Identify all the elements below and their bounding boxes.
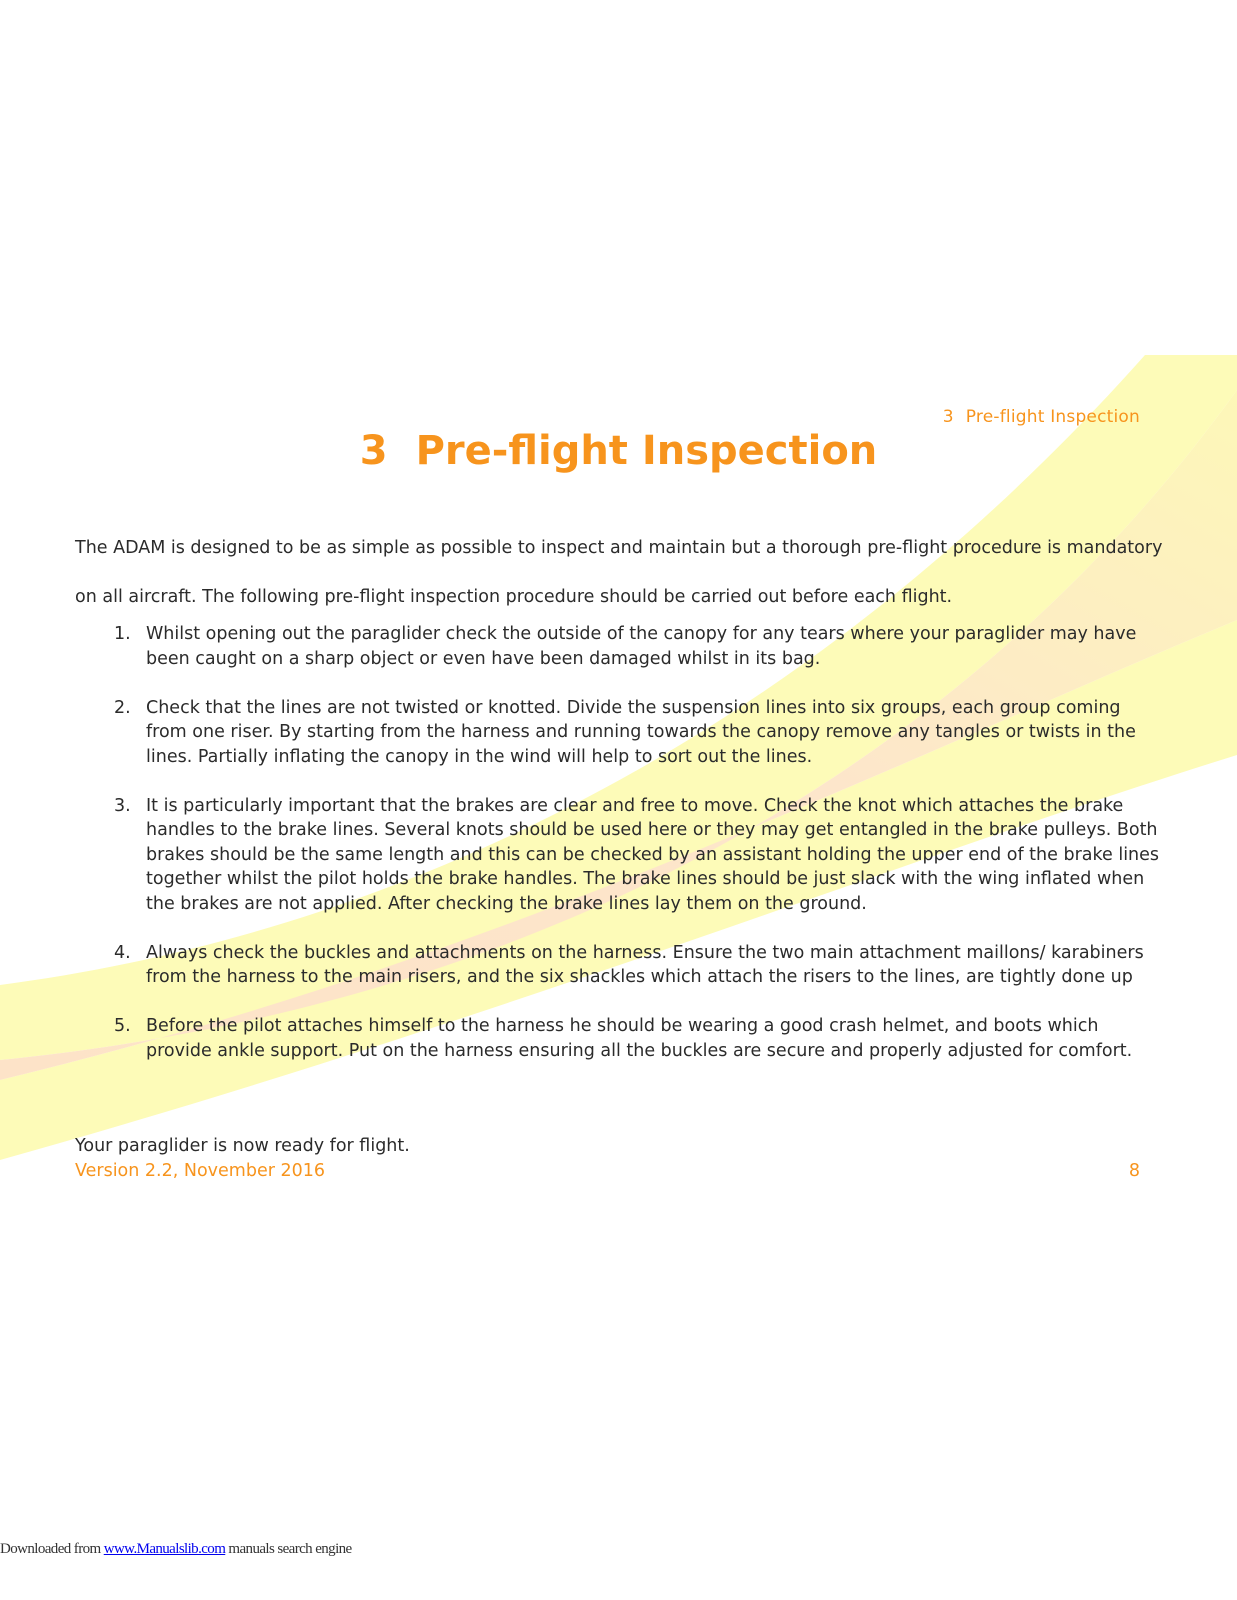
list-item-number: 1. <box>114 624 131 644</box>
closing-sentence: Your paraglider is now ready for flight. <box>75 1136 410 1156</box>
list-item-number: 2. <box>114 697 131 718</box>
list-item <box>75 696 1165 770</box>
running-header-title: Pre-flight Inspection <box>965 407 1140 427</box>
watermark-suffix: manuals search engine <box>225 1541 352 1557</box>
list-item <box>75 794 1165 917</box>
list-item-number: 3. <box>114 795 131 816</box>
running-header-number: 3 <box>942 407 954 427</box>
intro-paragraph: The ADAM is designed to be as simple as possible to inspect and maintain but a thorough pre-flight procedure is mandatory on all aircraft. The following pre-flight inspection procedure should be carried out before each flight. <box>75 538 1163 607</box>
list-item-text: Before the pilot attaches himself to the harness he should be wearing a good crash helmet, and boots which provide ankle support. Put on the harness ensuring all the buckles are secure and properly adjusted for comfort. <box>146 1016 1133 1061</box>
running-header <box>943 407 1140 427</box>
page-number: 8 <box>1128 1161 1140 1181</box>
list-item-text: Whilst opening out the paraglider check the outside of the canopy for any tears where your paraglider may have been caught on a sharp object or even have been damaged whilst in its bag. <box>146 624 1137 669</box>
list-item-text: It is particularly important that the brakes are clear and free to move. Check the knot which attaches the brake handles to the brake lines. Several knots should be used here or they may get entangled in the brake pulleys. Both brakes should be the same length and this can be checked by an assistant holding the upper end of the brake lines together whilst the pilot holds the brake handles. The brake lines should be just slack with the wing inflated when the brakes are not applied. After checking the brake lines lay them on the ground. <box>146 795 1160 914</box>
footer-version: Version 2.2, November 2016 <box>75 1161 326 1181</box>
download-watermark <box>0 1541 352 1558</box>
page-title <box>0 428 1237 474</box>
page-title-number: 3 <box>359 428 388 474</box>
list-item <box>75 941 1165 990</box>
inspection-steps-list <box>75 622 1165 1088</box>
list-item <box>75 622 1165 671</box>
list-item-text: Always check the buckles and attachments on the harness. Ensure the two main attachment maillons/ karabiners from the harness to the main risers, and the six shackles which attach the risers to the lines, are tightly done up <box>146 942 1144 987</box>
page-title-text: Pre-flight Inspection <box>415 428 878 474</box>
list-item-number: 4. <box>114 942 131 963</box>
list-item-text: Check that the lines are not twisted or knotted. Divide the suspension lines into six groups, each group coming from one riser. By starting from the harness and running towards the canopy remove any tangles or twists in the lines. Partially inflating the canopy in the wind will help to sort out the lines. <box>146 697 1136 767</box>
watermark-prefix: Downloaded from <box>0 1541 104 1557</box>
list-item <box>75 1014 1165 1063</box>
list-item-number: 5. <box>114 1016 131 1036</box>
manualslib-link[interactable]: www.Manualslib.com <box>103 1541 226 1557</box>
